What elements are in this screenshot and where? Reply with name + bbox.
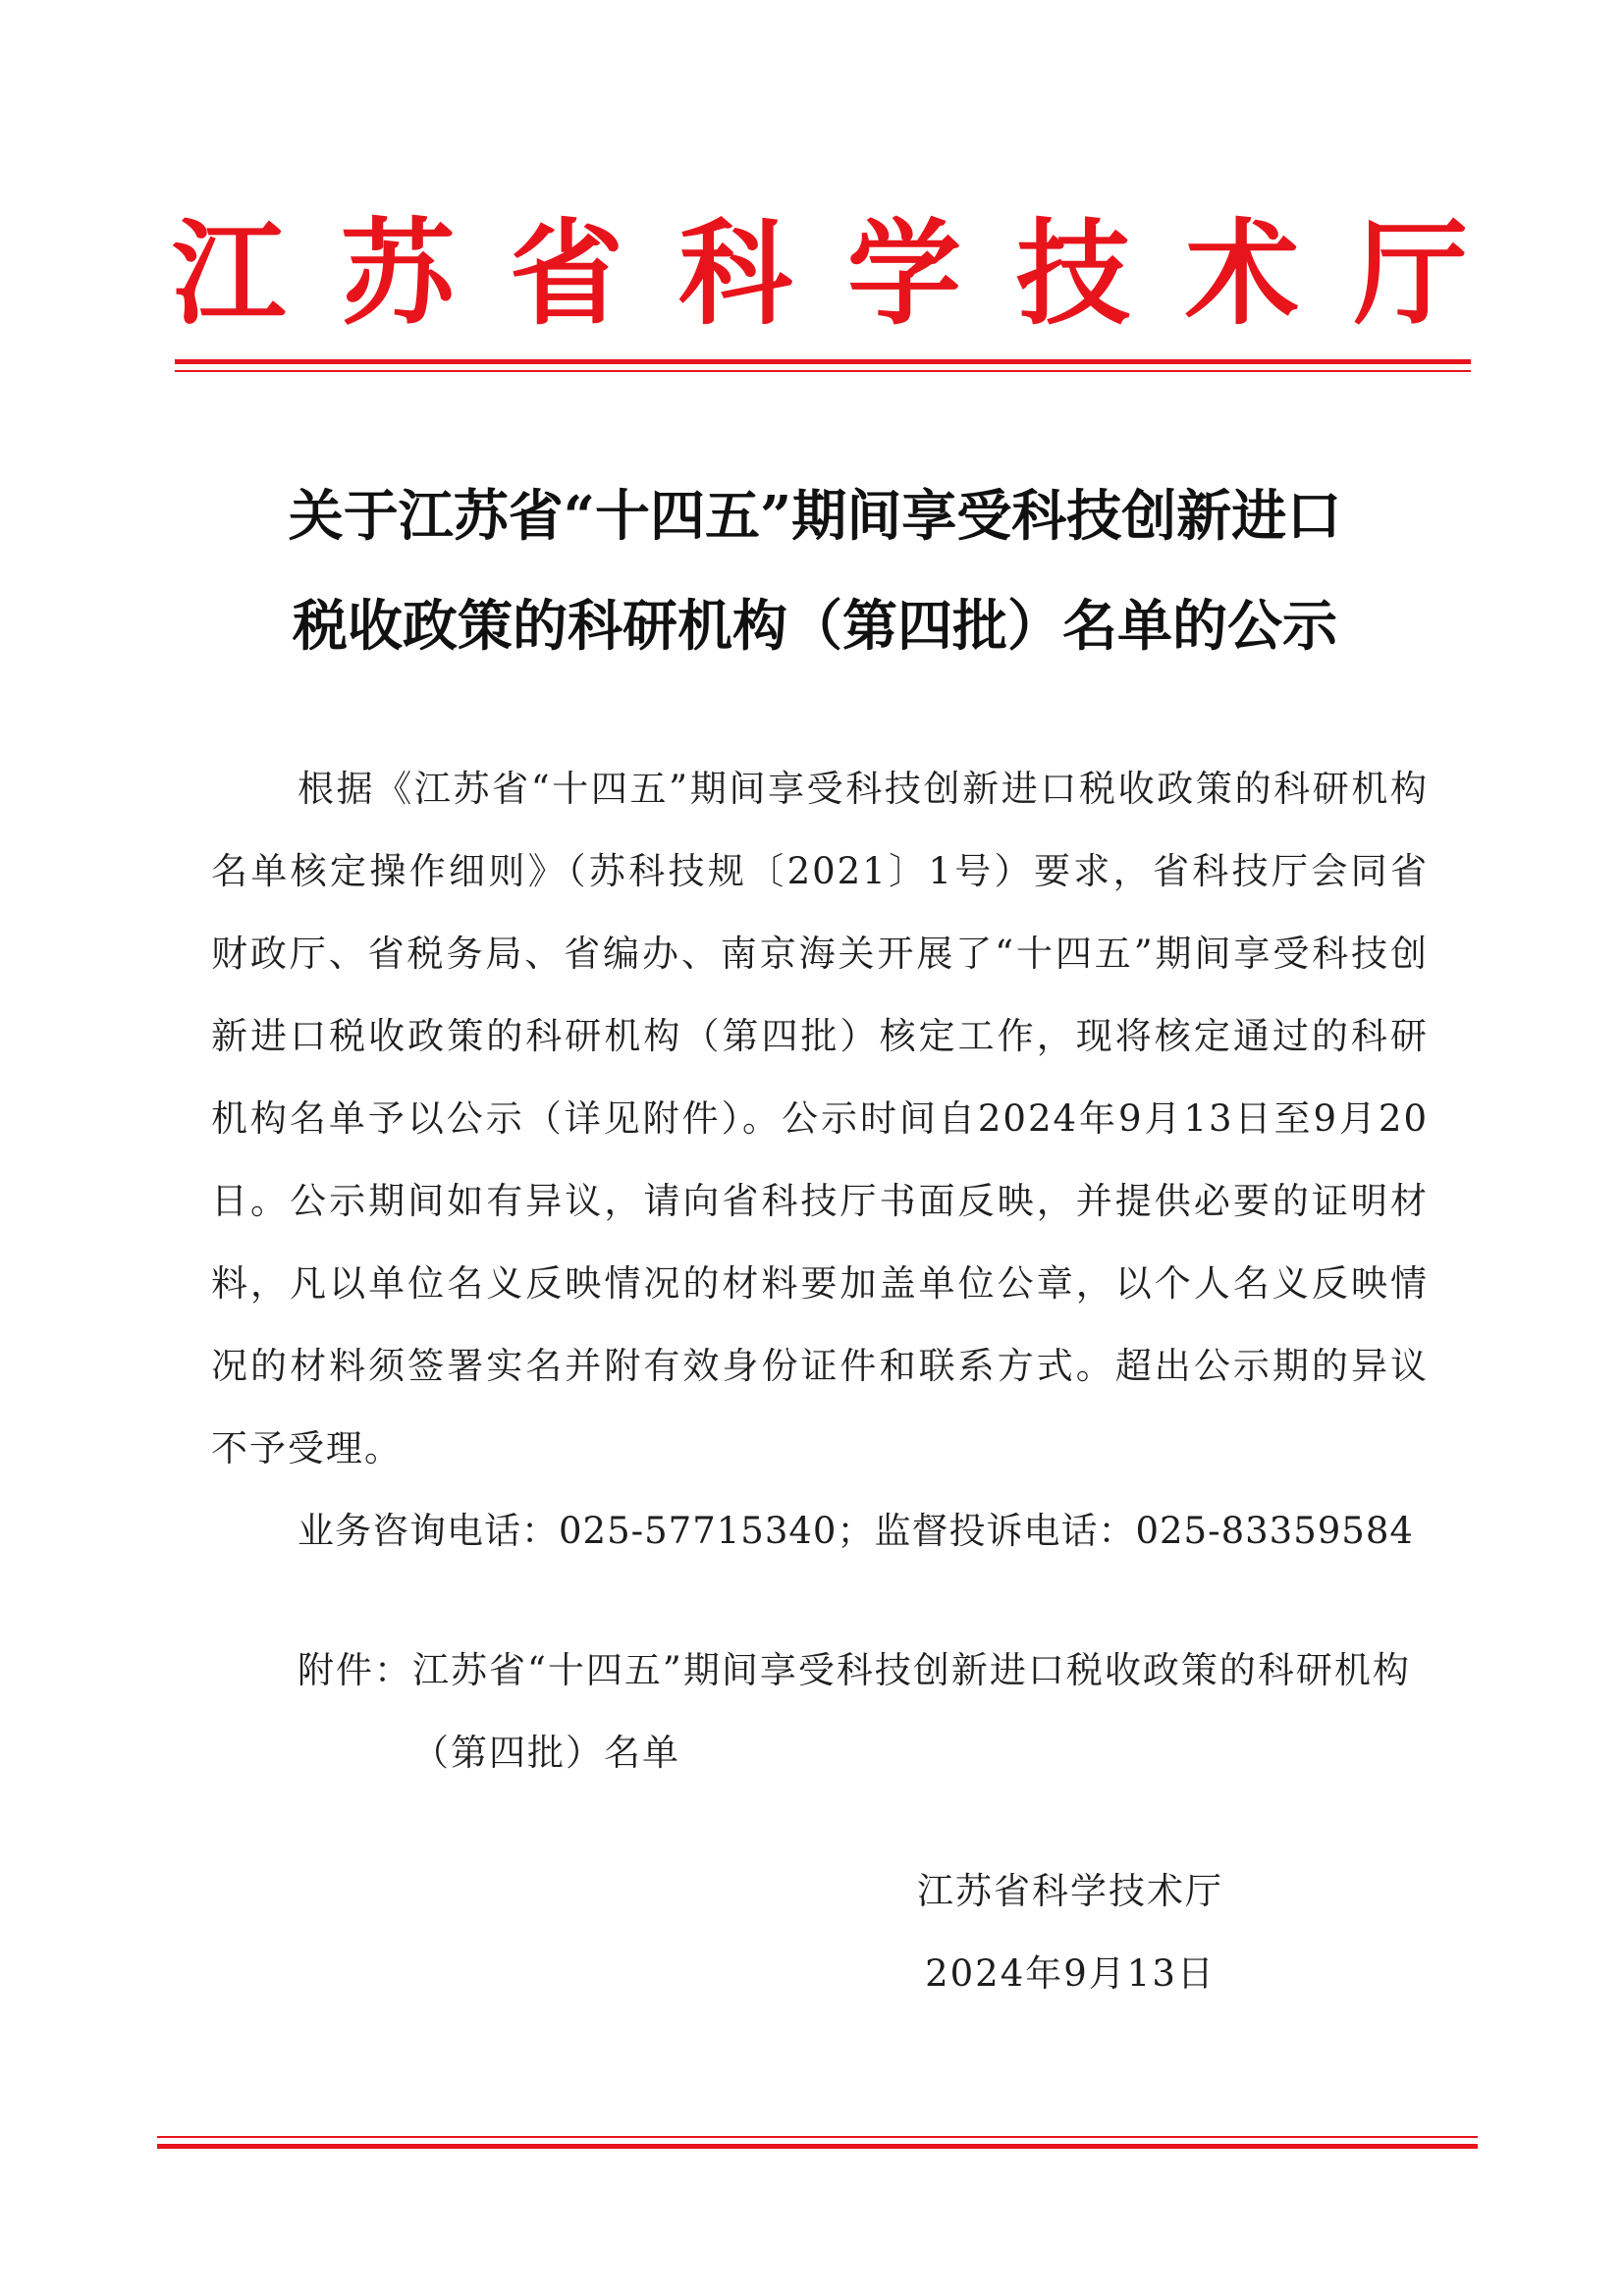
- footer-divider-thin: [157, 2136, 1478, 2138]
- issuer-masthead: [172, 201, 1468, 348]
- title-line-1: 关于江苏省“十四五”期间享受科技创新进口: [288, 484, 1342, 549]
- header-divider-thick: [175, 359, 1471, 364]
- masthead-char: 技: [1016, 208, 1130, 341]
- attachment-text: 江苏省“十四五”期间享受科技创新进口税收政策的科研机构（第四批）名单: [412, 1649, 1411, 1774]
- document-title: [147, 461, 1483, 681]
- masthead-char: 苏: [341, 208, 455, 341]
- masthead-char: 科: [678, 208, 792, 341]
- masthead-char: 江: [172, 208, 286, 341]
- masthead-char: 省: [510, 208, 623, 341]
- masthead-char: 学: [847, 208, 961, 341]
- signature-date: 2024年9月13日: [925, 1952, 1216, 1995]
- body-paragraph: 根据《江苏省“十四五”期间享受科技创新进口税收政策的科研机构名单核定操作细则》（苏科技规〔2021〕1号）要求，省科技厅会同省财政厅、省税务局、省编办、南京海关开展了“十四五”期间享受科技创新进口税收政策的科研机构（第四批）核定工作，现将核定通过的科研机构名单予以公示（详见附件）。公示时间自2024年9月13日至9月20日。公示期间如有异议，请向省科技厅书面反映，并提供必要的证明材料，凡以单位名义反映情况的材料要加盖单位公章，以个人名义反映情况的材料须签署实名并附有效身份证件和联系方式。超出公示期的异议不予受理。: [211, 768, 1429, 1469]
- signature-organization: 江苏省科学技术厅: [917, 1870, 1223, 1912]
- attachment-label: 附件：: [298, 1649, 412, 1691]
- document-body: [211, 748, 1429, 1573]
- masthead-char: 术: [1185, 208, 1299, 341]
- footer-divider-thick: [157, 2144, 1478, 2149]
- contact-line: 业务咨询电话：025-57715340；监督投诉电话：025-83359584: [298, 1510, 1414, 1552]
- title-line-2: 税收政策的科研机构（第四批）名单的公示: [293, 594, 1337, 659]
- signature-block: [864, 1850, 1276, 2015]
- attachment-note: [298, 1629, 1446, 1794]
- masthead-char: 厅: [1354, 208, 1468, 341]
- header-divider-thin: [175, 370, 1471, 372]
